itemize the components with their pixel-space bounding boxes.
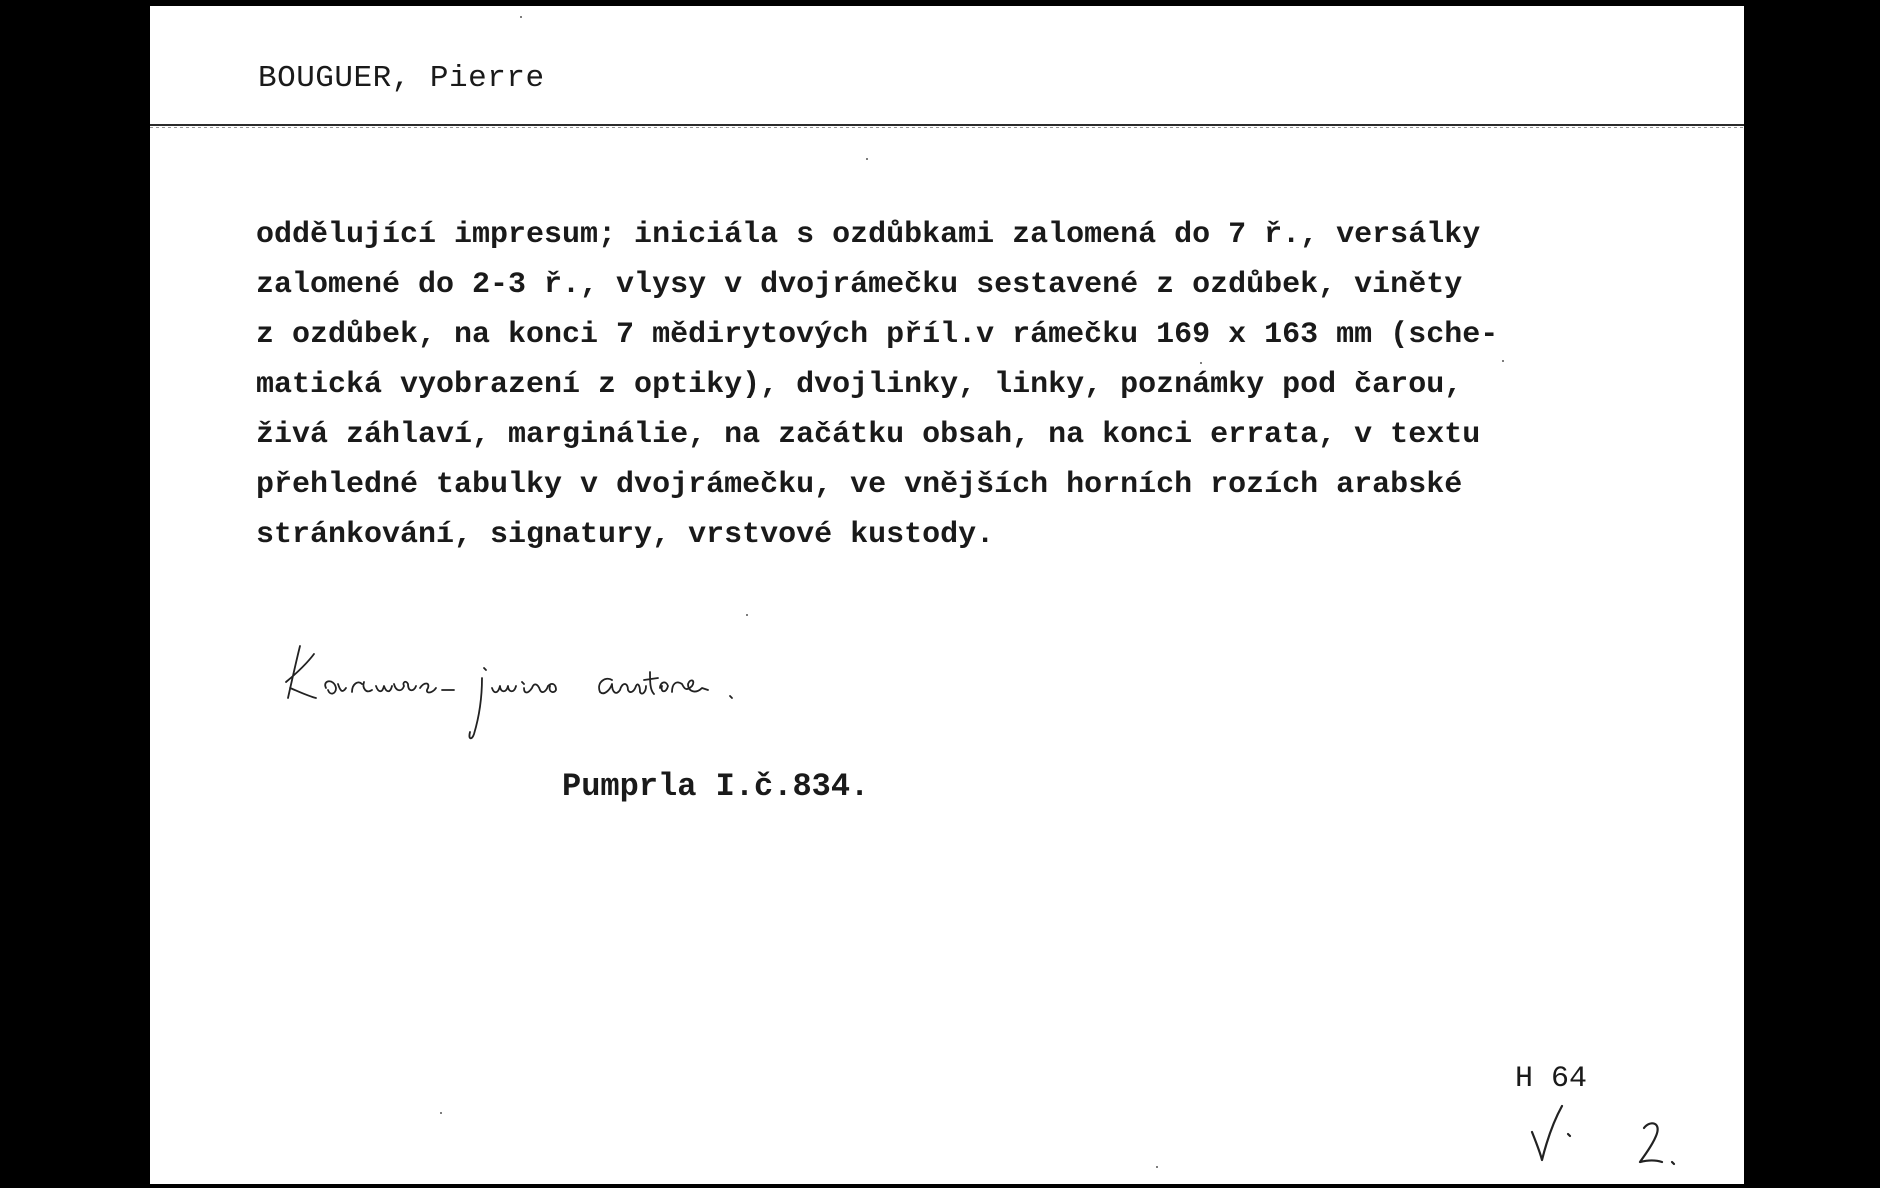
body-line: oddělující impresum; iniciála s ozdůbkami zalomená do 7 ř., versálky	[256, 218, 1481, 252]
body-line: přehledné tabulky v dvojrámečku, ve vnějších horních rozích arabské	[256, 468, 1463, 502]
body-line: stránkování, signatury, vrstvové kustody.	[256, 518, 995, 552]
paper-speck	[520, 16, 522, 18]
margin-marks	[1520, 1066, 1700, 1176]
body-line: zalomené do 2-3 ř., vlysy v dvojrámečku sestavené z ozdůbek, viněty	[256, 268, 1463, 302]
paper-speck	[1156, 1166, 1158, 1168]
check-mark-icon	[1532, 1106, 1562, 1160]
paper-speck	[440, 1112, 442, 1114]
card-body-text	[256, 210, 1498, 560]
body-line: z ozdůbek, na konci 7 mědirytových příl.v rámečku 169 x 163 mm (sche-	[256, 318, 1499, 352]
paper-speck	[1200, 362, 1202, 364]
card-heading: BOUGUER, Pierre	[258, 61, 545, 96]
heading-divider	[150, 124, 1744, 126]
margin-marks-drawing	[1520, 1066, 1700, 1176]
paper-speck	[866, 158, 868, 160]
bibliographic-citation: Pumprla I.č.834.	[562, 768, 870, 805]
handwritten-note-drawing	[278, 632, 998, 742]
shelfmark-label: H 64	[1515, 1062, 1588, 1096]
handwritten-note	[278, 632, 998, 742]
paper-speck	[746, 614, 748, 616]
paper-speck	[1502, 360, 1504, 362]
catalog-card	[150, 6, 1744, 1184]
numeral-two-mark	[1640, 1123, 1662, 1162]
body-line: matická vyobrazení z optiky), dvojlinky, linky, poznámky pod čarou,	[256, 368, 1463, 402]
body-line: živá záhlaví, marginálie, na začátku obsah, na konci errata, v textu	[256, 418, 1481, 452]
